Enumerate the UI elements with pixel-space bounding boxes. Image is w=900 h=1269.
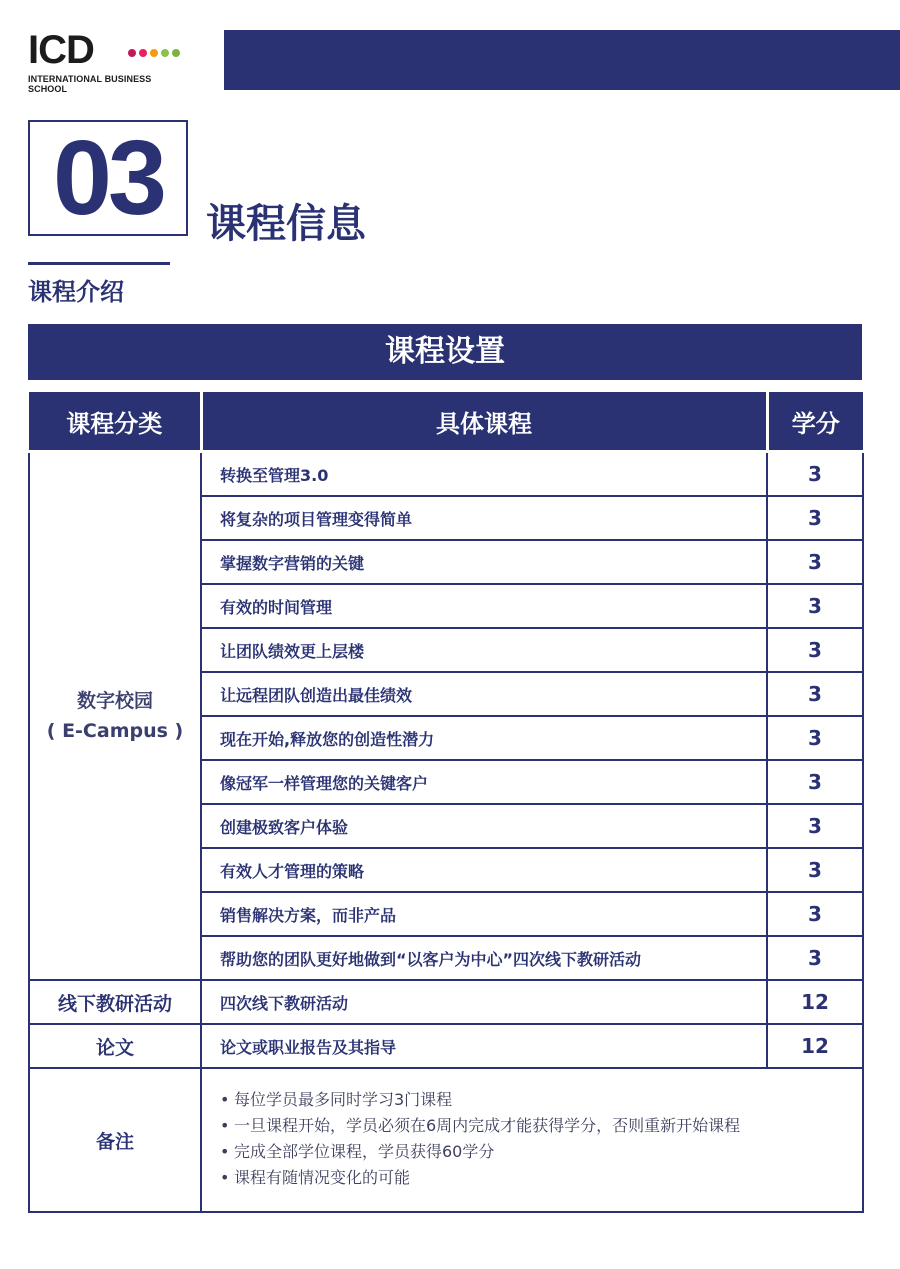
category-notes: 备注	[29, 1068, 201, 1212]
logo-dot	[161, 49, 169, 57]
header-credit: 学分	[767, 392, 863, 452]
course-credit: 3	[767, 892, 863, 936]
course-name: 论文或职业报告及其指导	[201, 1024, 767, 1068]
logo-dot	[150, 49, 158, 57]
note-item	[220, 1142, 844, 1162]
note-text: 每位学员最多同时学习3门课程	[234, 1090, 453, 1109]
course-table	[28, 392, 864, 1213]
bullet-icon: •	[220, 1116, 230, 1135]
course-credit: 3	[767, 760, 863, 804]
notes-list	[201, 1068, 863, 1212]
logo-dot	[128, 49, 136, 57]
bullet-icon: •	[220, 1142, 230, 1161]
table-row	[29, 452, 863, 497]
course-name: 像冠军一样管理您的关键客户	[201, 760, 767, 804]
note-item	[220, 1116, 844, 1136]
notes-row	[29, 1068, 863, 1212]
course-credit: 3	[767, 452, 863, 497]
course-credit: 3	[767, 804, 863, 848]
course-credit: 12	[767, 1024, 863, 1068]
course-credit: 3	[767, 584, 863, 628]
course-name: 创建极致客户体验	[201, 804, 767, 848]
course-credit: 12	[767, 980, 863, 1024]
logo-dot	[139, 49, 147, 57]
logo-mark: ICD	[28, 28, 94, 72]
course-name: 让远程团队创造出最佳绩效	[201, 672, 767, 716]
course-credit: 3	[767, 496, 863, 540]
course-credit: 3	[767, 628, 863, 672]
logo-dot	[172, 49, 180, 57]
course-credit: 3	[767, 672, 863, 716]
logo-dots	[128, 42, 183, 61]
bullet-icon: •	[220, 1168, 230, 1187]
course-name: 四次线下教研活动	[201, 980, 767, 1024]
note-text: 一旦课程开始，学员必须在6周内完成才能获得学分，否则重新开始课程	[234, 1116, 741, 1135]
subtitle-rule	[28, 262, 170, 265]
header-bar	[224, 30, 900, 90]
course-credit: 3	[767, 848, 863, 892]
course-name: 有效的时间管理	[201, 584, 767, 628]
course-credit: 3	[767, 936, 863, 980]
course-credit: 3	[767, 540, 863, 584]
course-name: 将复杂的项目管理变得简单	[201, 496, 767, 540]
course-credit: 3	[767, 716, 863, 760]
course-name: 有效人才管理的策略	[201, 848, 767, 892]
course-name: 帮助您的团队更好地做到“以客户为中心”四次线下教研活动	[201, 936, 767, 980]
section-subtitle: 课程介绍	[28, 278, 124, 306]
category-ecampus-label: 数字校园	[76, 690, 153, 712]
category-offline: 线下教研活动	[29, 980, 201, 1024]
course-name: 转换至管理3.0	[201, 452, 767, 497]
section-number: 03	[28, 120, 188, 236]
table-row	[29, 980, 863, 1024]
table-row	[29, 1024, 863, 1068]
note-item	[220, 1090, 844, 1110]
note-text: 课程有随情况变化的可能	[234, 1168, 411, 1187]
category-thesis: 论文	[29, 1024, 201, 1068]
course-name: 掌握数字营销的关键	[201, 540, 767, 584]
logo-subtitle: INTERNATIONAL BUSINESS SCHOOL	[28, 74, 152, 94]
course-name: 现在开始,释放您的创造性潜力	[201, 716, 767, 760]
table-header-row	[29, 392, 863, 452]
note-text: 完成全部学位课程，学员获得60学分	[234, 1142, 495, 1161]
category-ecampus-en: ( E-Campus )	[46, 720, 184, 742]
header-course: 具体课程	[201, 392, 767, 452]
course-name: 销售解决方案，而非产品	[201, 892, 767, 936]
note-item	[220, 1168, 844, 1188]
header-category: 课程分类	[29, 392, 201, 452]
icd-logo	[28, 28, 188, 94]
category-ecampus	[29, 452, 201, 981]
bullet-icon: •	[220, 1090, 230, 1109]
section-title: 课程信息	[206, 201, 366, 247]
table-title: 课程设置	[28, 324, 862, 380]
course-name: 让团队绩效更上层楼	[201, 628, 767, 672]
